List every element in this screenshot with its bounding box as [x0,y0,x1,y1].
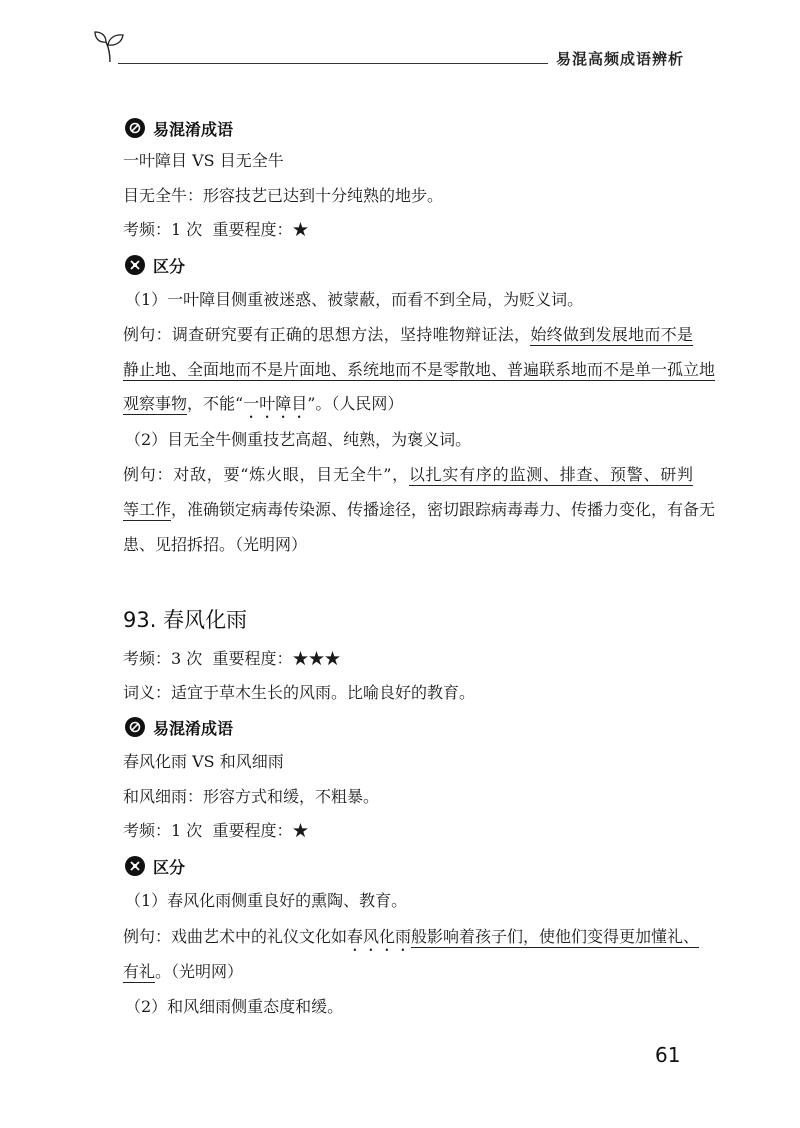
example-1-line-3 [123,393,403,422]
example-text: ，准确锁定病毒传染源、传播途径，密切跟踪病毒毒力、传播力变化，有备无 [171,500,716,519]
importance-label: 重要程度： [212,649,293,668]
underlined-text: 观察事物 [123,394,188,413]
underlined-text: 以扎实有序的监测、排查、预警、研判 [408,465,693,484]
sprout-icon [93,28,127,64]
importance-stars: ★★★ [292,649,341,668]
frequency-line [123,820,309,842]
example-2-line-2 [123,499,716,521]
frequency-line [123,648,341,670]
running-header-title: 易混高频成语辨析 [556,50,685,68]
importance-stars: ★ [292,821,309,840]
emphasis-dotted-idiom: 春风化雨 [347,927,412,946]
emphasis-dotted-idiom: 一叶障目 [243,394,308,413]
section-label: 易混淆成语 [153,119,234,139]
section-distinguish-2 [125,854,185,878]
importance-stars: ★ [292,220,309,239]
section-confusable-2 [125,715,233,739]
frequency-line [123,219,309,241]
example-source: ”。（人民网） [307,394,404,413]
word-meaning: 词义：适宜于草木生长的风雨。比喻良好的教育。 [123,683,476,702]
freq-value: 1 次 [171,821,203,840]
swap-circle-icon [125,118,145,138]
header-rule [118,63,548,64]
example-1-line-1 [123,926,700,955]
definition: 和风细雨：形容方式和缓，不粗暴。 [123,787,380,806]
example-text: 例句：对敌，要“ [123,465,249,484]
swap-circle-icon [125,717,145,737]
example-text: 例句：调查研究要有正确的思想方法，坚持唯物辩证法， [123,325,531,344]
example-2-line-1 [123,464,693,486]
freq-label: 考频： [123,821,172,840]
freq-value: 3 次 [171,649,203,668]
example-text: 例句：戏曲艺术中的礼仪文化如 [123,927,348,946]
example-2-line-3: 患、见招拆招。（光明网） [123,535,308,554]
point-1: （1）一叶障目侧重被迷惑、被蒙蔽，而看不到全局，为贬义词。 [125,290,584,309]
compare-icon [125,856,145,876]
point-2: （2）目无全牛侧重技艺高超、纯熟，为褒义词。 [125,430,472,449]
section-label: 区分 [153,857,186,877]
section-label: 区分 [153,256,186,276]
underlined-text: 始终做到发展地而不是 [530,325,693,344]
example-source: 。（光明网） [155,962,244,981]
example-text: ”， [383,465,409,484]
section-confusable-1 [125,116,233,140]
underlined-text: 静止地、全面地而不是片面地、系统地而不是零散地、普遍联系地而不是单一孤立地 [123,360,716,379]
example-text: 炼火眼，目无全牛 [248,465,384,484]
example-text: ，不能“ [187,394,244,413]
underlined-text: 有礼 [123,962,156,981]
example-1-line-2 [123,961,243,983]
page-number: 61 [655,1043,681,1067]
point-2: （2）和风细雨侧重态度和缓。 [125,997,344,1016]
compare-icon [125,255,145,275]
underlined-text: 般影响着孩子们，使他们变得更加懂礼、 [411,927,700,946]
section-label: 易混淆成语 [153,718,234,738]
example-1-line-1 [123,324,693,346]
definition: 目无全牛：形容技艺已达到十分纯熟的地步。 [123,186,444,205]
freq-label: 考频： [123,649,172,668]
idiom-pair: 一叶障目 VS 目无全牛 [123,151,284,170]
freq-label: 考频： [123,220,172,239]
freq-value: 1 次 [171,220,203,239]
underlined-text: 等工作 [123,500,172,519]
importance-label: 重要程度： [212,220,293,239]
point-1: （1）春风化雨侧重良好的熏陶、教育。 [125,891,408,910]
idiom-pair: 春风化雨 VS 和风细雨 [123,752,284,771]
importance-label: 重要程度： [212,821,293,840]
section-distinguish-1 [125,253,185,277]
example-1-line-2 [123,359,716,381]
entry-title: 93. 春风化雨 [123,608,248,632]
